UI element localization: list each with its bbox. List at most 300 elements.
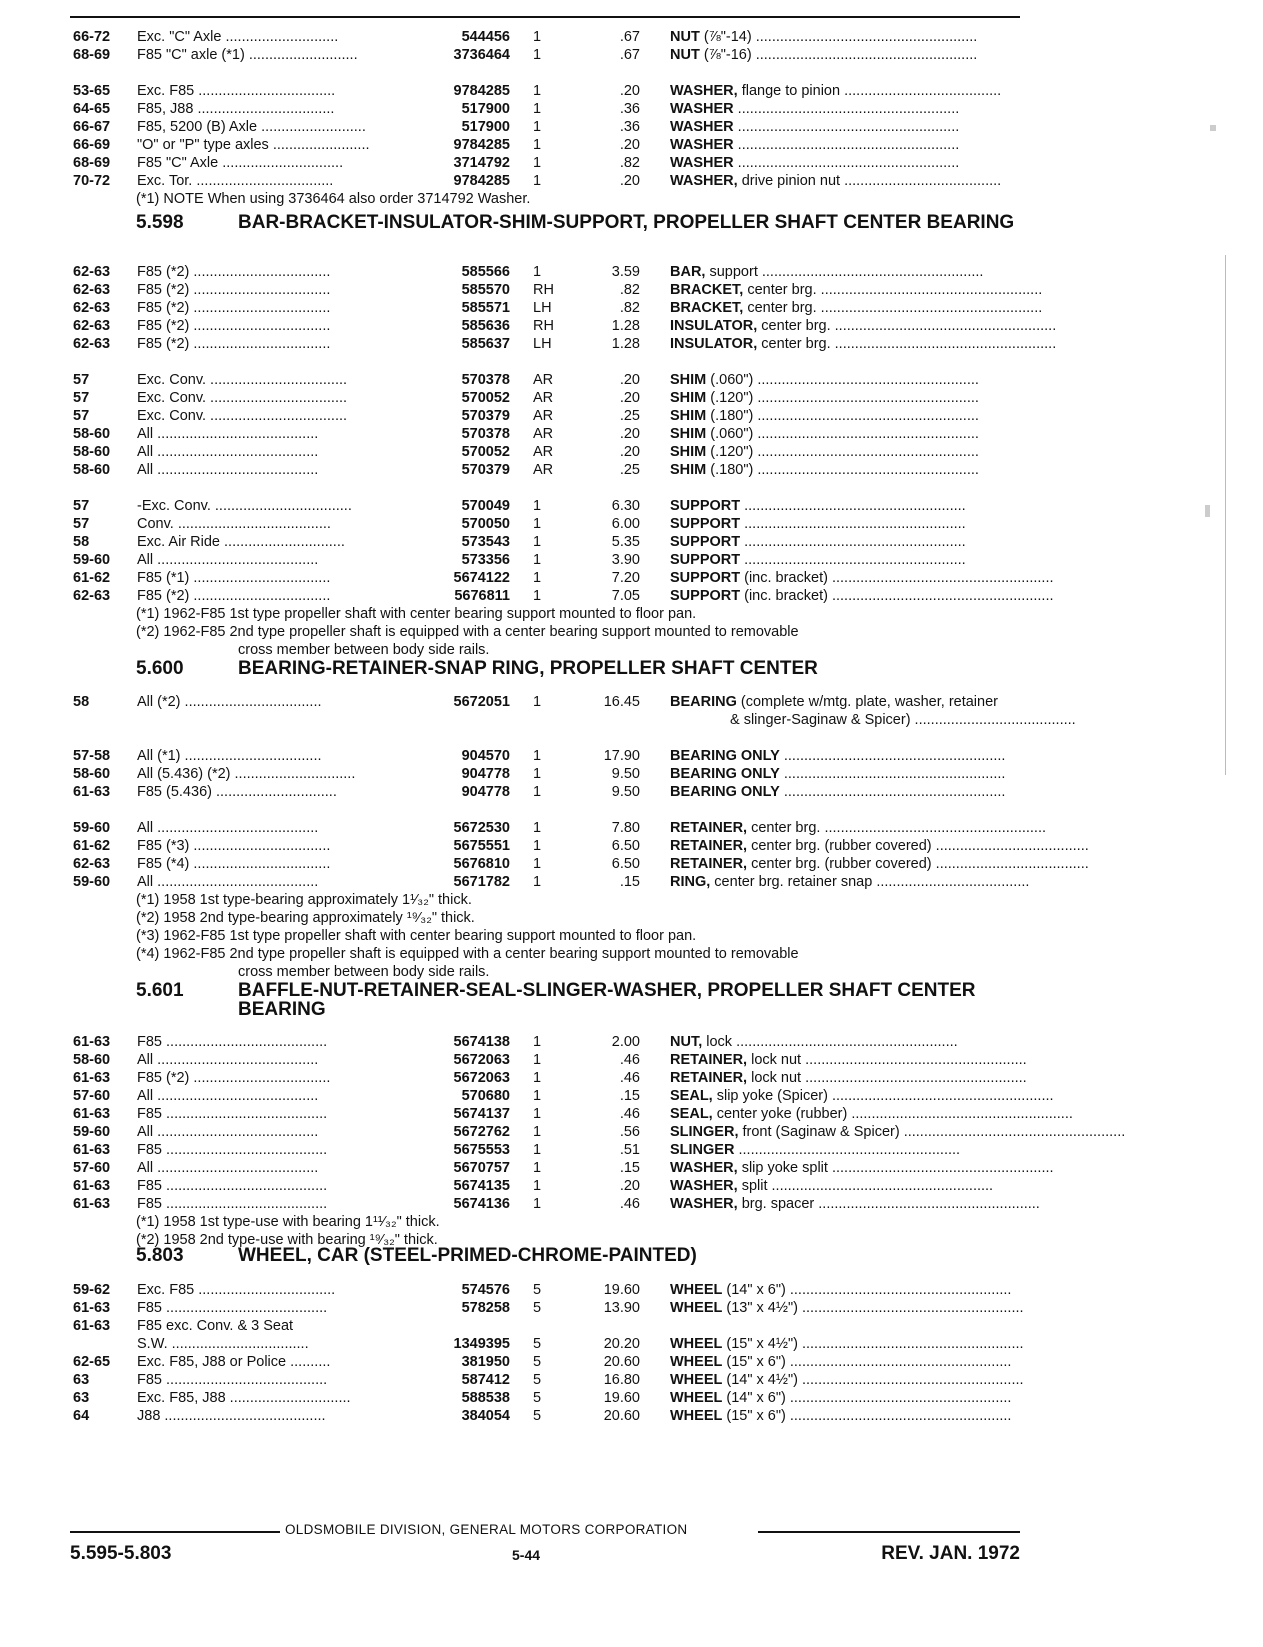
price: 7.05 [611, 588, 640, 604]
model-years: 57 [73, 390, 90, 406]
part-number: 9784285 [453, 173, 510, 189]
model-years: 63 [73, 1372, 90, 1388]
quantity: 1 [533, 534, 542, 550]
footnote: cross member between body side rails. [238, 642, 490, 658]
quantity: 1 [533, 1142, 542, 1158]
part-name: BRACKET, [670, 282, 744, 298]
model-years: 61-63 [73, 1070, 111, 1086]
part-detail: ....................................................... [733, 101, 960, 117]
price: .25 [619, 462, 640, 478]
model-years: 57 [73, 408, 90, 424]
part-name: RETAINER, [670, 820, 748, 836]
part-number: 5672762 [453, 1124, 510, 1140]
catalog-page [70, 0, 1126, 1647]
model-years: 58-60 [73, 1052, 111, 1068]
section-title: BEARING-RETAINER-SNAP RING, PROPELLER SHAFT CENTER [238, 658, 818, 679]
table-row [70, 263, 1020, 281]
quantity: 1 [533, 820, 542, 836]
part-detail: ....................................................... [779, 784, 1006, 800]
part-number: 5674137 [453, 1106, 510, 1122]
quantity: 1 [533, 119, 542, 135]
model-years: 62-63 [73, 318, 111, 334]
model-years: 57-60 [73, 1088, 111, 1104]
part-name: RETAINER, [670, 856, 748, 872]
table-row [70, 371, 1020, 389]
part-number: 5674136 [453, 1196, 510, 1212]
application: All ........................................ [137, 552, 319, 568]
quantity: 1 [533, 173, 542, 189]
part-number: 588538 [461, 1390, 510, 1406]
part-detail: ....................................................... [740, 516, 966, 532]
quantity: 1 [533, 552, 542, 568]
part-name: NUT [670, 47, 700, 63]
description [670, 1195, 1040, 1213]
footnote: (*1) 1962-F85 1st type propeller shaft with center bearing support mounted to floor pan. [136, 606, 697, 622]
table-row [70, 136, 1020, 154]
table-row [70, 1087, 1054, 1105]
description [670, 461, 1020, 479]
part-name: RETAINER, [670, 1070, 748, 1086]
model-years: 61-63 [73, 1300, 111, 1316]
part-detail: center brg. (rubber covered) ...................................... [747, 838, 1089, 854]
part-name: SUPPORT [670, 516, 741, 532]
quantity: 5 [533, 1354, 542, 1370]
part-detail: center brg. ....................................................... [743, 282, 1043, 298]
part-detail: (inc. bracket) ....................................................... [740, 570, 1054, 586]
table-row [70, 515, 1020, 533]
description [670, 443, 1020, 461]
description [670, 1159, 1054, 1177]
top-rule [70, 16, 1020, 18]
section-number: 5.803 [136, 1245, 184, 1266]
table-row [70, 855, 1089, 873]
description [670, 1033, 1020, 1051]
quantity: 1 [533, 1034, 542, 1050]
model-years: 61-62 [73, 570, 111, 586]
model-years: 58 [73, 534, 90, 550]
part-detail: flange to pinion ....................................... [737, 83, 1002, 99]
model-years: 59-60 [73, 820, 111, 836]
part-name: RETAINER, [670, 1052, 748, 1068]
application: All ........................................ [137, 1160, 319, 1176]
description [670, 407, 1020, 425]
price: 20.60 [603, 1408, 640, 1424]
part-detail: center brg. ....................................................... [743, 300, 1043, 316]
part-name: INSULATOR, [670, 336, 758, 352]
price: .82 [619, 282, 640, 298]
part-name: SHIM [670, 372, 707, 388]
price: .51 [619, 1142, 640, 1158]
description [670, 425, 1020, 443]
application: All ........................................ [137, 820, 319, 836]
table-row [70, 407, 1020, 425]
model-years: 66-67 [73, 119, 111, 135]
model-years: 68-69 [73, 155, 111, 171]
part-number: 517900 [461, 119, 510, 135]
part-number: 5676810 [453, 856, 510, 872]
part-number: 578258 [461, 1300, 510, 1316]
table-row [70, 1389, 1020, 1407]
description [670, 855, 1089, 873]
part-number: 517900 [461, 101, 510, 117]
quantity: 1 [533, 29, 542, 45]
application: F85 ........................................ [137, 1106, 328, 1122]
table-row [70, 819, 1047, 837]
table-row [70, 1141, 1020, 1159]
table-row [70, 497, 1020, 515]
part-detail: ....................................................... [733, 137, 960, 153]
part-number: 5675551 [453, 838, 510, 854]
model-years: 58-60 [73, 462, 111, 478]
quantity: 5 [533, 1390, 542, 1406]
quantity: 1 [533, 570, 542, 586]
price: 9.50 [611, 766, 640, 782]
price: .20 [619, 390, 640, 406]
part-detail: center brg. retainer snap ...................................... [710, 874, 1030, 890]
part-detail: (15" x 6") ....................................................... [722, 1354, 1012, 1370]
description [670, 335, 1057, 353]
part-detail: (14" x 6") ....................................................... [722, 1282, 1012, 1298]
quantity: 1 [533, 694, 542, 710]
part-detail: (.120") ....................................................... [706, 444, 979, 460]
part-name: SEAL, [670, 1088, 713, 1104]
part-detail: center brg. (rubber covered) ...................................... [747, 856, 1089, 872]
part-number: 5674122 [453, 570, 510, 586]
application: F85 ........................................ [137, 1034, 328, 1050]
model-years: 59-60 [73, 1124, 111, 1140]
footer-section-range: 5.595-5.803 [70, 1543, 172, 1564]
part-number: 5672063 [453, 1070, 510, 1086]
application: F85 (*1) .................................. [137, 570, 331, 586]
footnote: (*1) 1958 1st type-bearing approximately 1¹⁄₃₂" thick. [136, 892, 472, 908]
part-name: WASHER, [670, 1160, 738, 1176]
part-number: 570049 [461, 498, 510, 514]
description [670, 515, 1020, 533]
part-name: WASHER [670, 155, 734, 171]
footer-division: OLDSMOBILE DIVISION, GENERAL MOTORS CORPORATION [285, 1522, 688, 1537]
application: F85 ........................................ [137, 1372, 328, 1388]
description [670, 263, 1020, 281]
description [670, 1335, 1024, 1353]
description [670, 533, 1020, 551]
application: Exc. F85, J88 .............................. [137, 1390, 351, 1406]
description [670, 587, 1054, 605]
part-detail: front (Saginaw & Spicer) ....................................................... [738, 1124, 1126, 1140]
model-years: 61-63 [73, 1106, 111, 1122]
part-name: WASHER, [670, 83, 738, 99]
model-years: 70-72 [73, 173, 111, 189]
part-number: 5676811 [454, 588, 510, 604]
part-detail: split ....................................................... [737, 1178, 994, 1194]
price: 19.60 [603, 1282, 640, 1298]
part-detail: ....................................................... [734, 1142, 961, 1158]
part-name: BRACKET, [670, 300, 744, 316]
model-years: 61-63 [73, 1318, 111, 1334]
model-years: 58 [73, 694, 90, 710]
table-row [70, 46, 1020, 64]
part-name: WASHER [670, 101, 734, 117]
model-years: 68-69 [73, 47, 111, 63]
part-detail: lock nut ....................................................... [747, 1070, 1027, 1086]
application: F85 (*2) .................................. [137, 336, 331, 352]
application: Exc. "C" Axle ............................ [137, 29, 339, 45]
part-number: 904778 [461, 784, 510, 800]
footnote: (*1) NOTE When using 3736464 also order 3714792 Washer. [136, 191, 531, 207]
quantity: 1 [533, 1106, 542, 1122]
part-name: WHEEL [670, 1336, 723, 1352]
part-name: SUPPORT [670, 534, 741, 550]
description [670, 28, 1020, 46]
model-years: 59-62 [73, 1282, 111, 1298]
quantity: LH [533, 336, 552, 352]
price: .20 [619, 1178, 640, 1194]
description [670, 1389, 1020, 1407]
price: 9.50 [611, 784, 640, 800]
application: Exc. Tor. .................................. [137, 173, 334, 189]
part-name: WASHER [670, 137, 734, 153]
part-detail: ....................................................... [779, 748, 1006, 764]
part-number: 570680 [461, 1088, 510, 1104]
price: .67 [619, 47, 640, 63]
table-row [70, 389, 1020, 407]
table-row [70, 1123, 1126, 1141]
price: .20 [619, 426, 640, 442]
part-name: SUPPORT [670, 552, 741, 568]
description [670, 1069, 1027, 1087]
part-detail: slip yoke (Spicer) ....................................................... [712, 1088, 1054, 1104]
price: .20 [619, 83, 640, 99]
part-number: 5674138 [453, 1034, 510, 1050]
price: .20 [619, 444, 640, 460]
part-detail: (15" x 6") ....................................................... [722, 1408, 1012, 1424]
description [670, 389, 1020, 407]
price: 6.30 [611, 498, 640, 514]
part-number: 5675553 [453, 1142, 510, 1158]
model-years: 62-63 [73, 264, 111, 280]
quantity: 5 [533, 1282, 542, 1298]
part-name: SUPPORT [670, 498, 741, 514]
application: Exc. Conv. .................................. [137, 390, 348, 406]
description [670, 100, 1020, 118]
model-years: 61-63 [73, 1034, 111, 1050]
part-detail: (13" x 4½") ....................................................... [722, 1300, 1024, 1316]
description [670, 172, 1020, 190]
price: .15 [619, 1088, 640, 1104]
table-row [70, 1051, 1027, 1069]
part-detail: (.060") ....................................................... [706, 426, 979, 442]
table-row [70, 317, 1057, 335]
part-number: 5670757 [453, 1160, 510, 1176]
price: .25 [619, 408, 640, 424]
quantity: 1 [533, 856, 542, 872]
part-name: SUPPORT [670, 570, 741, 586]
part-detail: ....................................................... [740, 498, 966, 514]
footnote: (*4) 1962-F85 2nd type propeller shaft is equipped with a center bearing support mounted to removable [136, 946, 799, 962]
model-years: 57-60 [73, 1160, 111, 1176]
description [670, 1177, 1020, 1195]
price: .82 [619, 300, 640, 316]
application: F85 ........................................ [137, 1196, 328, 1212]
quantity: AR [533, 390, 554, 406]
part-detail: lock nut ....................................................... [747, 1052, 1027, 1068]
model-years: 64-65 [73, 101, 111, 117]
part-number: 585570 [461, 282, 510, 298]
application: Exc. F85 .................................. [137, 1282, 336, 1298]
price: 16.80 [603, 1372, 640, 1388]
part-number: 3736464 [453, 47, 510, 63]
price: 17.90 [603, 748, 640, 764]
application: F85 (*2) .................................. [137, 300, 331, 316]
price: 13.90 [603, 1300, 640, 1316]
application: -Exc. Conv. .................................. [137, 498, 352, 514]
price: .36 [619, 119, 640, 135]
quantity: 1 [533, 748, 542, 764]
quantity: 1 [533, 1196, 542, 1212]
model-years: 61-63 [73, 1196, 111, 1212]
part-detail: (.180") ....................................................... [706, 462, 979, 478]
application: "O" or "P" type axles ........................ [137, 137, 370, 153]
quantity: 1 [533, 1088, 542, 1104]
part-name: SLINGER, [670, 1124, 739, 1140]
description [670, 1105, 1073, 1123]
description [670, 317, 1057, 335]
application: Exc. Conv. .................................. [137, 372, 348, 388]
application: All (*1) .................................. [137, 748, 322, 764]
price: 3.59 [611, 264, 640, 280]
section-title: BAR-BRACKET-INSULATOR-SHIM-SUPPORT, PROPELLER SHAFT CENTER BEARING [238, 212, 1015, 233]
quantity: 1 [533, 101, 542, 117]
application: All ........................................ [137, 1124, 319, 1140]
price: .46 [619, 1070, 640, 1086]
application: F85 ........................................ [137, 1142, 328, 1158]
table-row [70, 82, 1020, 100]
application: Exc. Conv. .................................. [137, 408, 348, 424]
table-row [70, 1299, 1024, 1317]
part-detail: ....................................................... [740, 552, 966, 568]
price: .15 [619, 874, 640, 890]
price: 3.90 [611, 552, 640, 568]
quantity: 1 [533, 1124, 542, 1140]
model-years: 62-63 [73, 282, 111, 298]
description [670, 1123, 1126, 1141]
price: .82 [619, 155, 640, 171]
table-row [70, 783, 1020, 801]
part-number: 5671782 [453, 874, 510, 890]
table-row [70, 118, 1020, 136]
table-row [70, 765, 1020, 783]
part-detail: (.120") ....................................................... [706, 390, 979, 406]
section-number: 5.601 [136, 980, 184, 1001]
application: F85 (*2) .................................. [137, 264, 331, 280]
model-years: 62-63 [73, 856, 111, 872]
table-row [70, 461, 1020, 479]
application: F85 ........................................ [137, 1178, 328, 1194]
table-row [70, 172, 1020, 190]
description [670, 783, 1020, 801]
description [670, 154, 1020, 172]
model-years: 63 [73, 1390, 90, 1406]
quantity: AR [533, 462, 554, 478]
footnote: (*1) 1958 1st type-use with bearing 1¹¹⁄₃₂" thick. [136, 1214, 440, 1230]
description [670, 1051, 1027, 1069]
part-detail: (complete w/mtg. plate, washer, retainer [736, 694, 998, 710]
part-name: BEARING ONLY [670, 748, 780, 764]
description [670, 1087, 1054, 1105]
part-number: 9784285 [453, 83, 510, 99]
model-years: 66-72 [73, 29, 111, 45]
table-row [70, 873, 1030, 891]
quantity: LH [533, 300, 552, 316]
part-number: 544456 [461, 29, 510, 45]
application: All ........................................ [137, 444, 319, 460]
footnote: (*3) 1962-F85 1st type propeller shaft with center bearing support mounted to floor pan. [136, 928, 697, 944]
model-years: 66-69 [73, 137, 111, 153]
application: F85 (*2) .................................. [137, 282, 331, 298]
quantity: 5 [533, 1336, 542, 1352]
model-years: 58-60 [73, 766, 111, 782]
table-row [70, 1033, 1020, 1051]
table-row [70, 281, 1043, 299]
footer-rule-left [70, 1531, 280, 1533]
footnote: (*2) 1958 2nd type-use with bearing ¹⁹⁄₃₂" thick. [136, 1232, 438, 1248]
part-name: WHEEL [670, 1390, 723, 1406]
description [670, 569, 1054, 587]
part-number: 381950 [461, 1354, 510, 1370]
table-row [70, 747, 1020, 765]
quantity: 1 [533, 874, 542, 890]
part-detail: ....................................................... [779, 766, 1006, 782]
quantity: 5 [533, 1300, 542, 1316]
model-years: 64 [73, 1408, 90, 1424]
price: .20 [619, 173, 640, 189]
description [670, 747, 1020, 765]
quantity: AR [533, 444, 554, 460]
table-row [70, 1335, 1024, 1353]
part-detail: (⅞"-14) ....................................................... [699, 29, 978, 45]
part-detail: ....................................................... [733, 155, 960, 171]
part-number: 573356 [461, 552, 510, 568]
price: .15 [619, 1160, 640, 1176]
part-number: 5672530 [453, 820, 510, 836]
part-name: SHIM [670, 390, 707, 406]
part-name: BEARING [670, 694, 737, 710]
application: All ........................................ [137, 462, 319, 478]
part-detail: (⅞"-16) ....................................................... [699, 47, 978, 63]
description [670, 497, 1020, 515]
price: 2.00 [611, 1034, 640, 1050]
part-number: 570052 [461, 444, 510, 460]
quantity: 1 [533, 83, 542, 99]
part-number: 585571 [461, 300, 510, 316]
table-row [70, 1353, 1020, 1371]
table-row [70, 299, 1043, 317]
application: F85 "C" Axle .............................. [137, 155, 344, 171]
part-name: SEAL, [670, 1106, 713, 1122]
description [670, 1353, 1020, 1371]
part-name: BEARING ONLY [670, 784, 780, 800]
table-row-continuation [70, 711, 1076, 729]
scan-speck [1205, 505, 1210, 517]
table-row [70, 443, 1020, 461]
part-detail: drive pinion nut ....................................... [737, 173, 1002, 189]
quantity: RH [533, 318, 554, 334]
price: 6.00 [611, 516, 640, 532]
part-number: 384054 [461, 1408, 510, 1424]
part-detail: (14" x 6") ....................................................... [722, 1390, 1012, 1406]
part-name: WASHER [670, 119, 734, 135]
table-row [70, 154, 1020, 172]
table-row [70, 587, 1054, 605]
